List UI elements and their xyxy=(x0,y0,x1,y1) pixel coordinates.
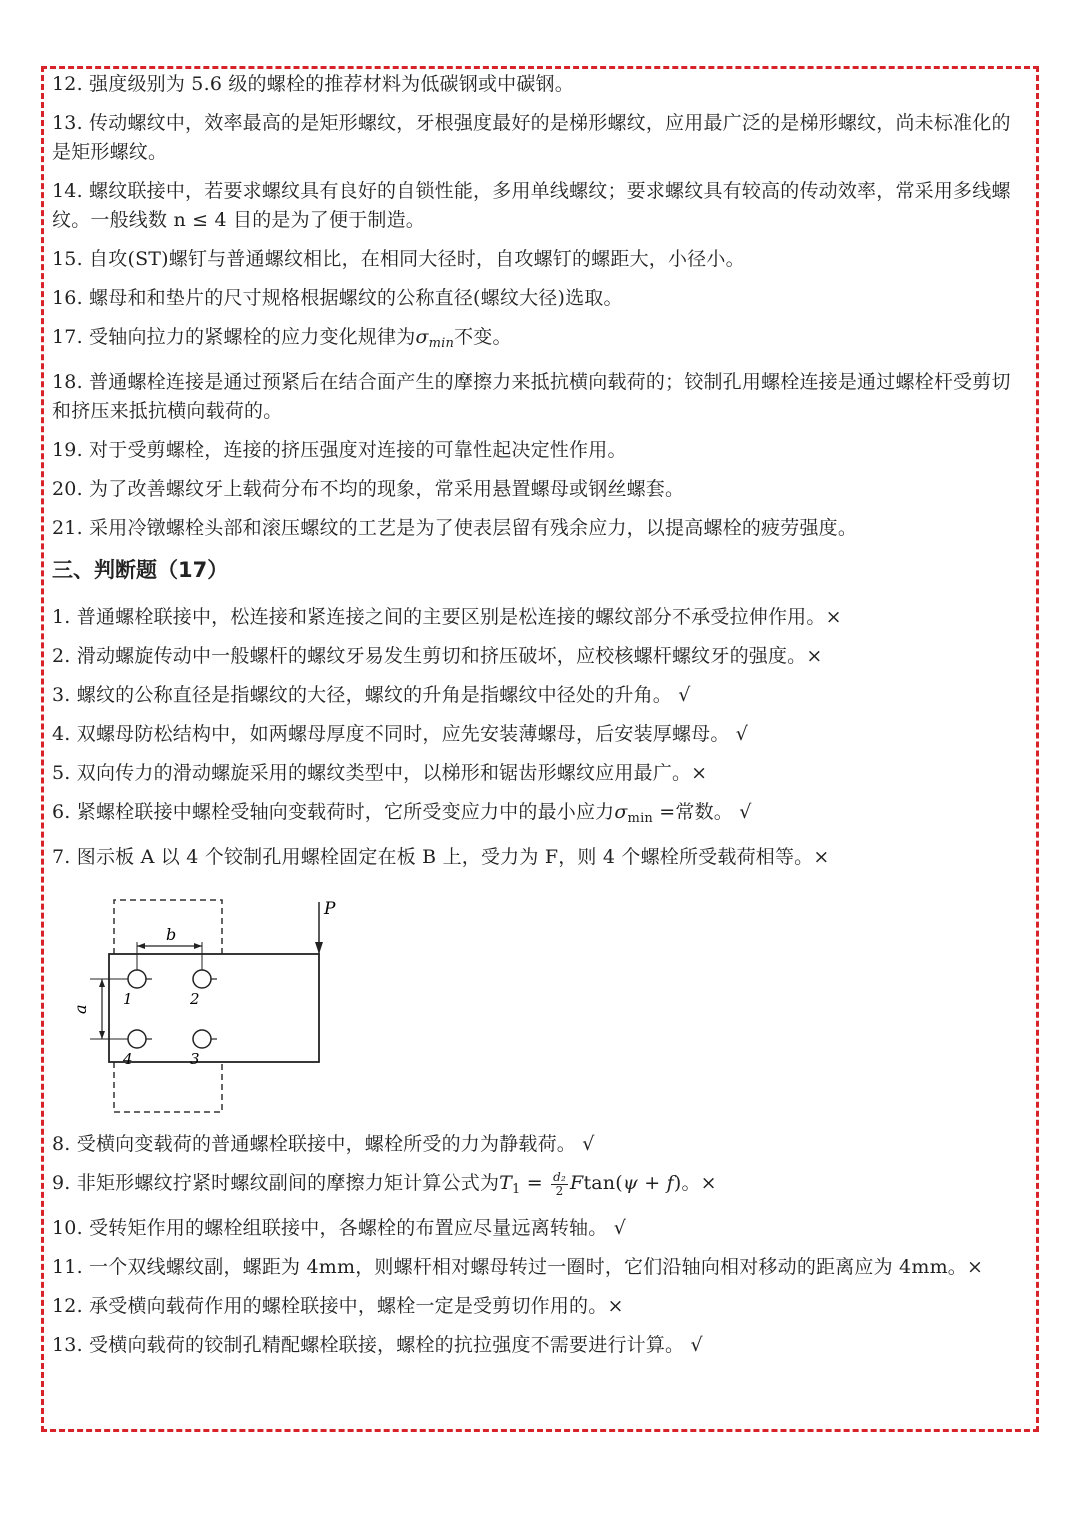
label-b: b xyxy=(166,925,177,944)
label-p: P xyxy=(324,899,336,919)
fill-in-item-18: 18. 普通螺栓连接是通过预紧后在结合面产生的摩擦力来抵抗横向载荷的；铰制孔用螺栓连接是通过螺栓杆受剪切和挤压来抵抗横向载荷的。 xyxy=(52,371,1011,422)
fill-in-item-13: 13. 传动螺纹中，效率最高的是矩形螺纹，牙根强度最好的是梯形螺纹，应用最广泛的是梯形螺纹，尚未标准化的是矩形螺纹。 xyxy=(52,112,1011,163)
judge-item-9 xyxy=(52,1169,1027,1204)
bolt-3 xyxy=(193,1030,211,1048)
item9-tail: 。× xyxy=(681,1172,717,1194)
plate-b-bottom-outline xyxy=(114,1062,222,1112)
fill-in-item-20: 20. 为了改善螺纹牙上载荷分布不均的现象，常采用悬置螺母或钢丝螺套。 xyxy=(52,478,685,500)
formula-psi: ψ xyxy=(622,1172,638,1194)
judge-item-4: 4. 双螺母防松结构中，如两螺母厚度不同时，应先安装薄螺母，后安装厚螺母。 √ xyxy=(52,723,749,745)
formula-eq: = xyxy=(520,1172,550,1194)
item17-tail: 不变。 xyxy=(454,326,512,348)
judge-item-2: 2. 滑动螺旋传动中一般螺杆的螺纹牙易发生剪切和挤压破坏，应校核螺杆螺纹牙的强度。× xyxy=(52,645,823,667)
fill-in-item-15: 15. 自攻(ST)螺钉与普通螺纹相比，在相同大径时，自攻螺钉的螺距大，小径小。 xyxy=(52,248,745,270)
section-title-judgement: 三、判断题（17） xyxy=(52,558,229,582)
sigma-subscript: min xyxy=(627,811,654,826)
label-4: 4 xyxy=(123,1050,133,1068)
fill-in-item-21: 21. 采用冷镦螺栓头部和滚压螺纹的工艺是为了使表层留有残余应力，以提高螺栓的疲劳强度。 xyxy=(52,517,858,539)
label-2: 2 xyxy=(190,990,200,1008)
item6-tail: =常数。 √ xyxy=(653,801,752,823)
sigma-symbol: σ xyxy=(614,801,628,823)
bolt-plate-figure xyxy=(62,882,402,1122)
document-content xyxy=(52,70,1027,1370)
judge-item-1: 1. 普通螺栓联接中，松连接和紧连接之间的主要区别是松连接的螺纹部分不承受拉伸作用。× xyxy=(52,606,842,628)
judge-item-10: 10. 受转矩作用的螺栓组联接中，各螺栓的布置应尽量远离转轴。 √ xyxy=(52,1217,627,1239)
judge-item-7: 7. 图示板 A 以 4 个铰制孔用螺栓固定在板 B 上，受力为 F，则 4 个螺栓所受载荷相等。× xyxy=(52,846,830,868)
fill-in-item-14: 14. 螺纹联接中，若要求螺纹具有良好的自锁性能，多用单线螺纹；要求螺纹具有较高的传动效率，常采用多线螺纹。一般线数 n ≤ 4 目的是为了便于制造。 xyxy=(52,180,1011,231)
judge-item-8: 8. 受横向变载荷的普通螺栓联接中，螺栓所受的力为静载荷。 √ xyxy=(52,1133,595,1155)
fraction-den: 2 xyxy=(555,1183,564,1198)
judge-item-6 xyxy=(52,798,1027,833)
fraction-num: d₂ xyxy=(553,1169,567,1184)
formula-f: F xyxy=(570,1172,584,1194)
bolt-1 xyxy=(128,970,146,988)
fill-in-item-17 xyxy=(52,323,1027,358)
bolt-4 xyxy=(128,1030,146,1048)
item17-text: 17. 受轴向拉力的紧螺栓的应力变化规律为 xyxy=(52,326,416,348)
formula-fraction xyxy=(551,1171,568,1198)
fill-in-item-19: 19. 对于受剪螺栓，连接的挤压强度对连接的可靠性起决定性作用。 xyxy=(52,439,627,461)
item9-text: 9. 非矩形螺纹拧紧时螺纹副间的摩擦力矩计算公式为 xyxy=(52,1172,500,1194)
formula-t: T xyxy=(499,1172,513,1194)
judge-item-5: 5. 双向传力的滑动螺旋采用的螺纹类型中，以梯形和锯齿形螺纹应用最广。× xyxy=(52,762,708,784)
formula-tan: tan( xyxy=(583,1172,623,1194)
formula-close: ) xyxy=(673,1172,682,1194)
judge-item-13: 13. 受横向载荷的铰制孔精配螺栓联接，螺栓的抗拉强度不需要进行计算。 √ xyxy=(52,1334,703,1356)
label-3: 3 xyxy=(190,1050,200,1068)
formula-t-sub: 1 xyxy=(512,1182,521,1197)
judge-item-12: 12. 承受横向载荷作用的螺栓联接中，螺栓一定是受剪切作用的。× xyxy=(52,1295,624,1317)
judge-item-11: 11. 一个双线螺纹副，螺距为 4mm，则螺杆相对螺母转过一圈时，它们沿轴向相对移动的距离应为 4mm。× xyxy=(52,1256,984,1278)
formula-plus: + xyxy=(637,1172,667,1194)
judge-item-3: 3. 螺纹的公称直径是指螺纹的大径，螺纹的升角是指螺纹中径处的升角。 √ xyxy=(52,684,691,706)
fill-in-item-12: 12. 强度级别为 5.6 级的螺栓的推荐材料为低碳钢或中碳钢。 xyxy=(52,73,574,95)
bolt-plate-diagram xyxy=(62,882,402,1122)
formula-friction: f xyxy=(666,1172,674,1194)
label-a: a xyxy=(71,1004,90,1014)
item6-text: 6. 紧螺栓联接中螺栓受轴向变载荷时，它所受变应力中的最小应力 xyxy=(52,801,615,823)
fill-in-item-16: 16. 螺母和和垫片的尺寸规格根据螺纹的公称直径(螺纹大径)选取。 xyxy=(52,287,623,309)
sigma-symbol: σ xyxy=(415,326,429,348)
label-1: 1 xyxy=(123,990,133,1008)
sigma-subscript: min xyxy=(428,336,455,351)
bolt-2 xyxy=(193,970,211,988)
